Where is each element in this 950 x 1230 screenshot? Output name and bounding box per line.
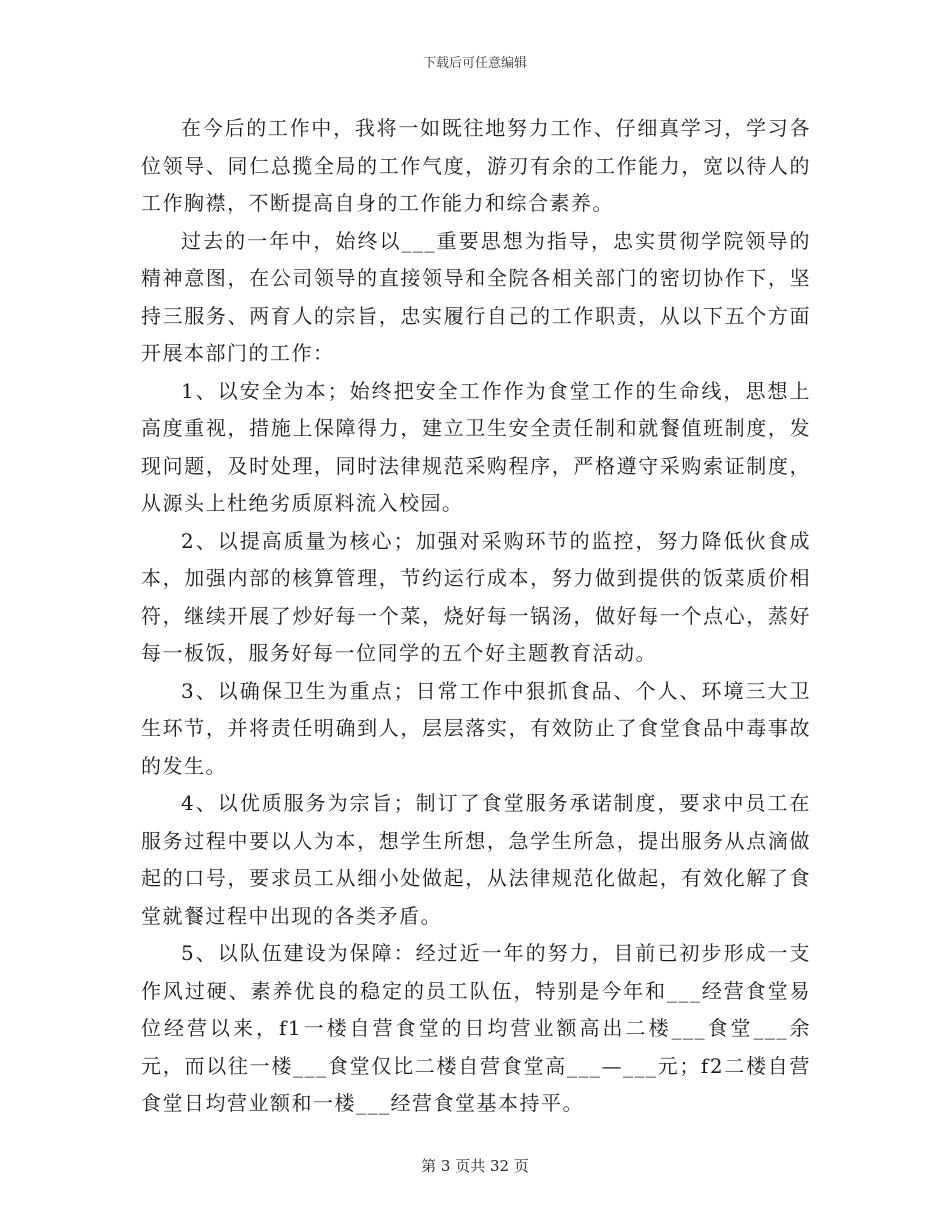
paragraph-hygiene: 3、以确保卫生为重点；日常工作中狠抓食品、个人、环境三大卫生环节，并将责任明确到人，层层落实，有效防止了食堂食品中毒事故的发生。: [141, 678, 811, 778]
paragraph-quality: 2、以提高质量为核心；加强对采购环节的监控，努力降低伙食成本，加强内部的核算管理，节约运行成本，努力做到提供的饭菜质价相符，继续开展了炒好每一个菜，烧好每一锅汤，做好每一个点心，蒸好每一板饭，服务好每一位同学的五个好主题教育活动。: [141, 528, 811, 665]
page-header: 下载后可任意编辑: [422, 56, 527, 71]
paragraph-intro: 在今后的工作中，我将一如既往地努力工作、仔细真学习，学习各位领导、同仁总揽全局的工作气度，游刃有余的工作能力，宽以待人的工作胸襟，不断提高自身的工作能力和综合素养。: [141, 116, 811, 215]
paragraph-team: 5、以队伍建设为保障：经过近一年的努力，目前已初步形成一支作风过硬、素养优良的稳定的员工队伍，特别是今年和___经营食堂易位经营以来，f1一楼自营食堂的日均营业额高出二楼___食堂___余元，而以往一楼___食堂仅比二楼自营食堂高___—___元；f2二楼自营食堂日均营业额和一楼___经营食堂基本持平。: [141, 941, 811, 1115]
page-number: 第 3 页共 32 页: [421, 1157, 529, 1175]
paragraph-service: 4、以优质服务为宗旨；制订了食堂服务承诺制度，要求中员工在服务过程中要以人为本，想学生所想，急学生所急，提出服务从点滴做起的口号，要求员工从细小处做起，从法律规范化做起，有效化解了食堂就餐过程中出现的各类矛盾。: [141, 791, 811, 928]
paragraph-overview: 过去的一年中，始终以___重要思想为指导，忠实贯彻学院领导的精神意图，在公司领导的直接领导和全院各相关部门的密切协作下，坚持三服务、两育人的宗旨，忠实履行自己的工作职责，从以下五个方面开展本部门的工作：: [141, 228, 811, 365]
paragraph-safety: 1、以安全为本；始终把安全工作作为食堂工作的生命线，思想上高度重视，措施上保障得力，建立卫生安全责任制和就餐值班制度，发现问题，及时处理，同时法律规范采购程序，严格遵守采购索证制度，从源头上杜绝劣质原料流入校园。: [141, 378, 811, 515]
document-body: [141, 110, 811, 1123]
